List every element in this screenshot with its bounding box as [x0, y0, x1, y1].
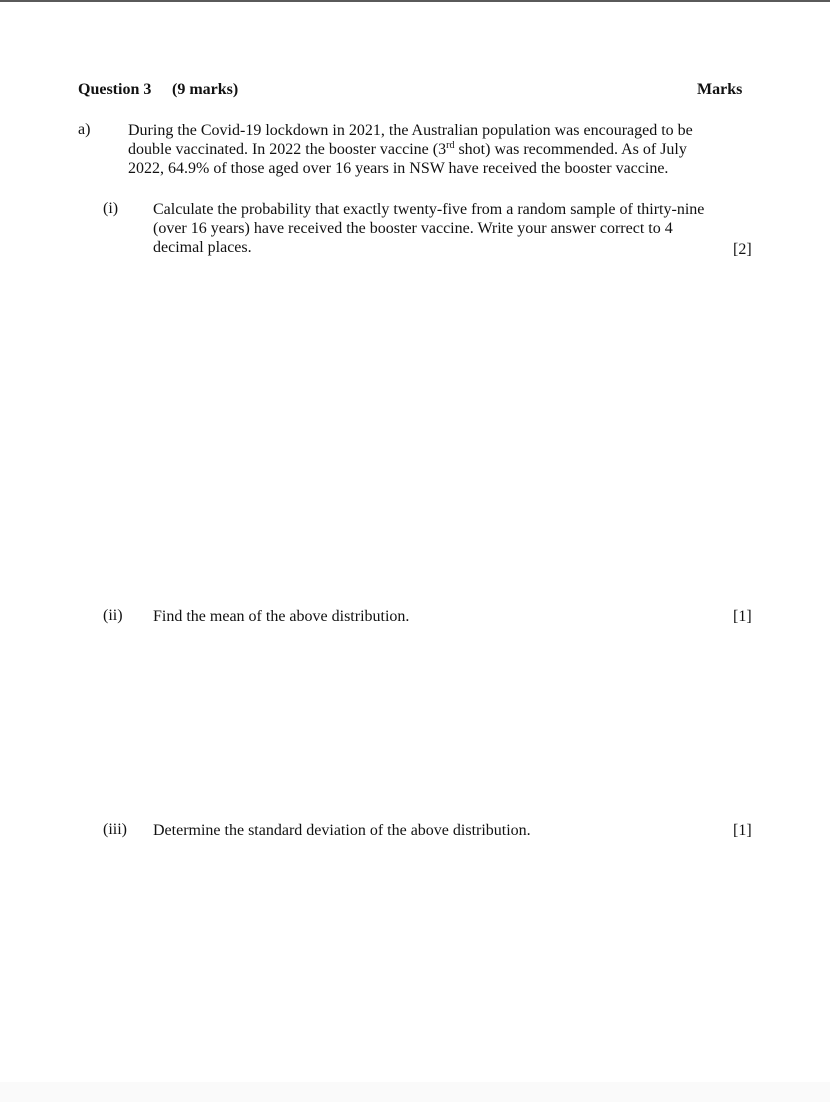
part-a-intro-line-2: [128, 140, 687, 160]
page-top-border: [0, 0, 830, 2]
subpart-i-marks: [2]: [733, 241, 752, 258]
ordinal-superscript: rd: [446, 140, 455, 151]
part-a-intro-line-2-end: shot) was recommended. As of July: [454, 141, 687, 158]
subpart-i-line-3: decimal places.: [153, 239, 252, 256]
part-a-intro-line-1: During the Covid-19 lockdown in 2021, the Australian population was encouraged to be: [128, 122, 693, 139]
subpart-i-line-2: (over 16 years) have received the booster vaccine. Write your answer correct to 4: [153, 220, 673, 237]
question-total-marks: (9 marks): [172, 81, 239, 98]
subpart-ii-label: (ii): [103, 607, 123, 624]
marks-column-heading: Marks: [697, 81, 743, 98]
subpart-ii-marks: [1]: [733, 608, 752, 625]
page-bottom-margin: [0, 1082, 830, 1102]
subpart-iii-label: (iii): [103, 821, 127, 838]
subpart-ii-text: Find the mean of the above distribution.: [153, 608, 410, 625]
part-a-intro-line-3: 2022, 64.9% of those aged over 16 years in NSW have received the booster vaccine.: [128, 160, 669, 177]
part-a-intro-line-2-start: double vaccinated. In 2022 the booster vaccine (3: [128, 141, 447, 158]
question-title: Question 3: [78, 81, 152, 98]
subpart-iii-text: Determine the standard deviation of the above distribution.: [153, 822, 531, 839]
subpart-iii-marks: [1]: [733, 822, 752, 839]
subpart-i-line-1: Calculate the probability that exactly twenty-five from a random sample of thirty-nine: [153, 201, 705, 218]
part-a-label: a): [78, 121, 91, 138]
subpart-i-label: (i): [103, 200, 119, 217]
